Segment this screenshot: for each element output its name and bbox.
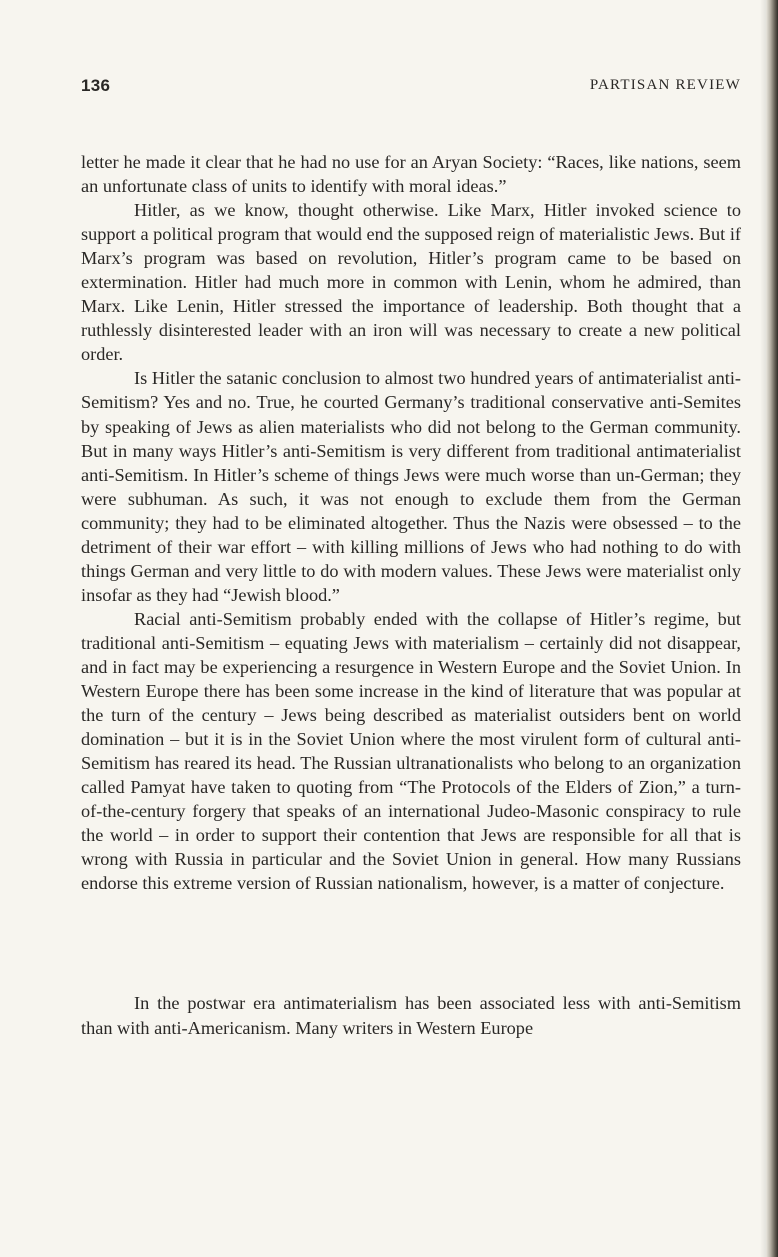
- page-number: 136: [81, 76, 111, 95]
- article-body: [81, 150, 741, 1040]
- paragraph-3: Is Hitler the satanic conclusion to almost two hundred years of antimaterialist anti-Semitism? Yes and no. True, he courted Germany’s traditional conservative anti-Semites by speaking of Jews as alien materialists who did not belong to the German community. But in many ways Hitler’s anti-Semitism is very different from traditional antimaterialist anti-Semitism. In Hitler’s scheme of things Jews were much worse than un-German; they were subhuman. As such, it was not enough to exclude them from the German community; they had to be eliminated altogether. Thus the Nazis were obsessed – to the detriment of their war effort – with killing millions of Jews who had nothing to do with things German and very little to do with modern values. These Jews were materialist only insofar as they had “Jewish blood.”: [81, 368, 741, 605]
- page-header: [81, 76, 741, 100]
- paragraph-1: letter he made it clear that he had no use for an Aryan Society: “Races, like nations, seem an unfortunate class of units to identify with moral ideas.”: [81, 152, 741, 197]
- running-head: PARTISAN REVIEW: [589, 77, 741, 93]
- section-break: [81, 895, 741, 991]
- paragraph-2: Hitler, as we know, thought otherwise. Like Marx, Hitler invoked science to support a political program that would end the supposed reign of materialistic Jews. But if Marx’s program was based on revolution, Hitler’s program came to be based on extermination. Hitler had much more in common with Lenin, whom he admired, than Marx. Like Lenin, Hitler stressed the importance of leadership. Both thought that a ruthlessly disinterested leader with an iron will was necessary to create a new political order.: [81, 200, 741, 365]
- paragraph-5: In the postwar era antimaterialism has been associated less with anti-Semitism than with anti-Americanism. Many writers in Western Europe: [81, 993, 741, 1038]
- page-edge: [766, 0, 778, 1257]
- paragraph-4: Racial anti-Semitism probably ended with the collapse of Hitler’s regime, but traditional anti-Semitism – equating Jews with materialism – certainly did not disappear, and in fact may be experiencing a resurgence in Western Europe and the Soviet Union. In Western Europe there has been some increase in the kind of literature that was popular at the turn of the century – Jews being described as materialist outsiders bent on world domination – but it is in the Soviet Union where the most virulent form of cultural anti-Semitism has reared its head. The Russian ultranationalists who belong to an organization called Pamyat have taken to quoting from “The Protocols of the Elders of Zion,” a turn-of-the-century forgery that speaks of an international Judeo-Masonic conspiracy to rule the world – in order to support their contention that Jews are responsible for all that is wrong with Russia in particular and the Soviet Union in general. How many Russians endorse this extreme version of Russian nationalism, however, is a matter of conjecture.: [81, 608, 741, 894]
